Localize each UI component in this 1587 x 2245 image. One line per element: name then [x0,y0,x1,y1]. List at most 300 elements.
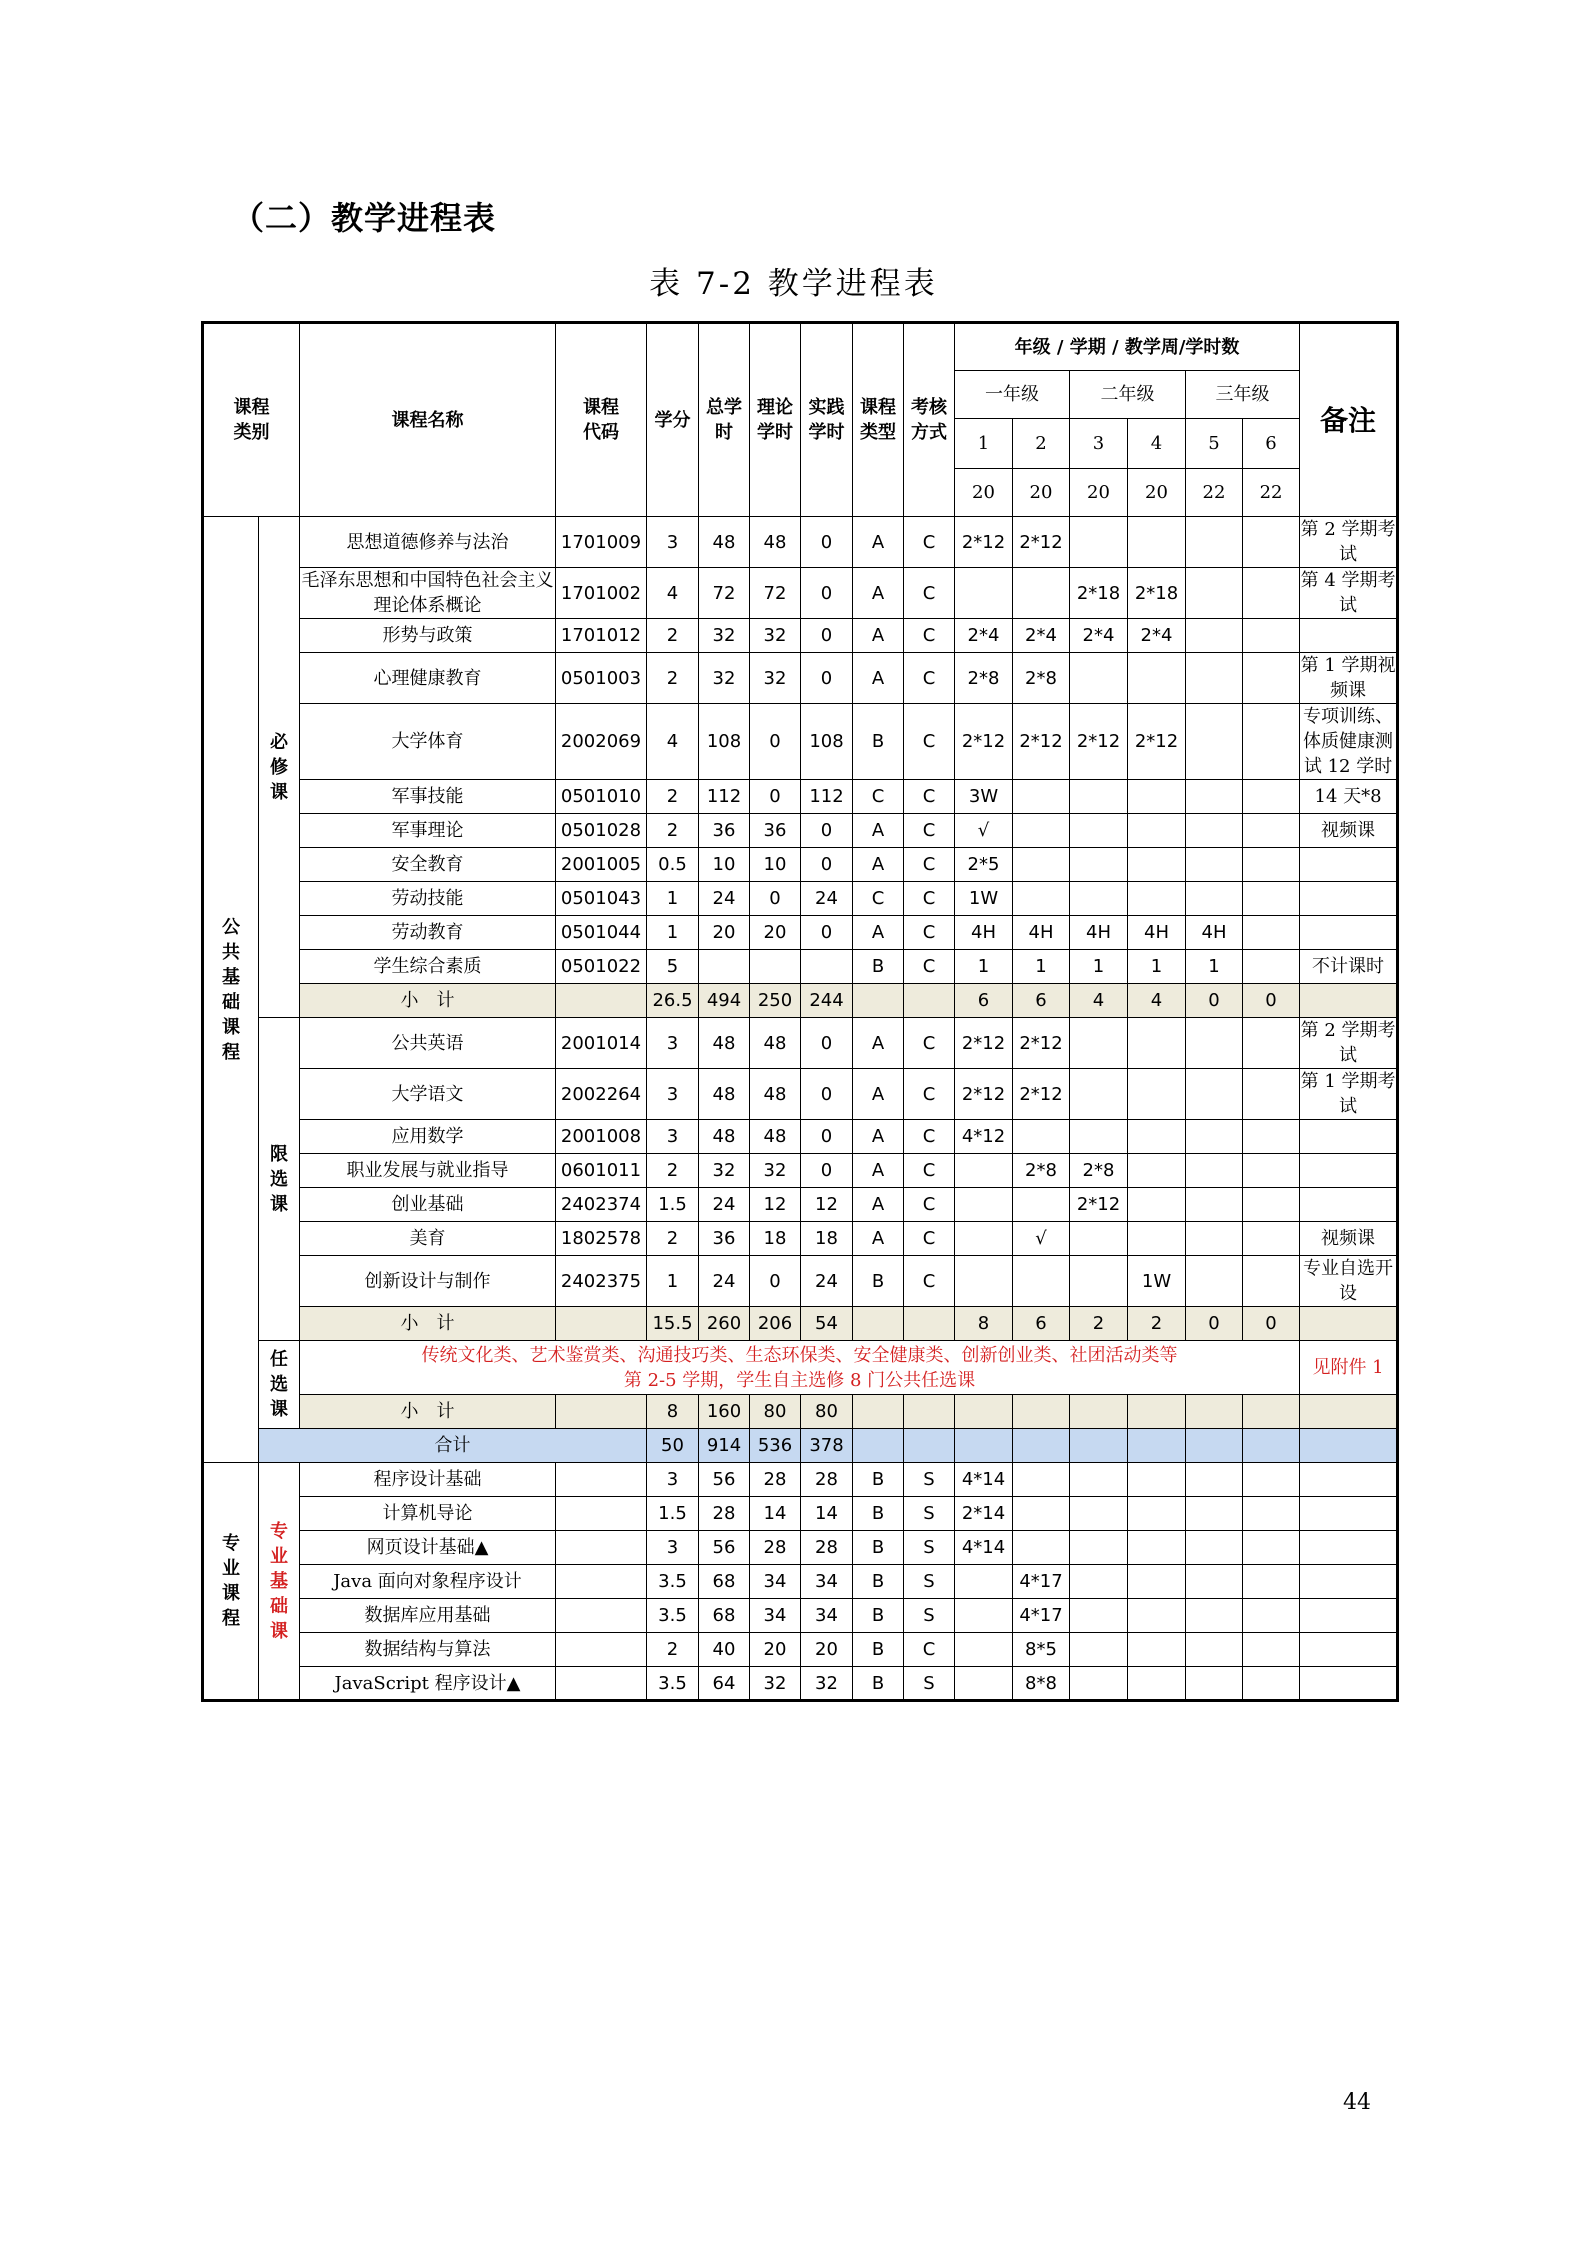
course-total-hours: 20 [699,916,750,950]
course-note [1300,1188,1398,1222]
semester-hours-4: 2*18 [1128,568,1186,619]
subtotal-semester-6: 0 [1243,1307,1300,1341]
semester-hours-4: 1 [1128,950,1186,984]
subtotal-type [853,1307,904,1341]
subtotal-code [556,984,647,1018]
semester-hours-2: 2*8 [1013,1154,1070,1188]
semester-hours-6 [1243,950,1300,984]
semester-hours-1: 1 [955,950,1013,984]
subtotal-label: 小 计 [300,984,556,1018]
semester-hours-1: 2*12 [955,704,1013,780]
subtotal-empty [1186,1395,1243,1429]
subtotal-semester-3: 4 [1070,984,1128,1018]
semester-hours-4 [1128,653,1186,704]
course-code: 0501003 [556,653,647,704]
semester-hours-6 [1243,1599,1300,1633]
course-code: 0501044 [556,916,647,950]
semester-hours-3 [1070,1633,1128,1667]
group-professional-basic: 专业基础课 [259,1463,300,1701]
course-credit: 3.5 [647,1565,699,1599]
semester-hours-6 [1243,704,1300,780]
course-credit: 1 [647,916,699,950]
course-assess: C [904,1633,955,1667]
course-name: Java 面向对象程序设计 [300,1565,556,1599]
group-public-foundation: 公共基础课程 [203,517,259,1463]
semester-hours-4 [1128,1018,1186,1069]
course-code: 2002264 [556,1069,647,1120]
semester-hours-5 [1186,882,1243,916]
course-credit: 3.5 [647,1599,699,1633]
optional-line-2: 第 2-5 学期，学生自主选修 8 门公共任选课 [623,1369,976,1391]
course-theory-hours: 20 [750,916,801,950]
semester-hours-6 [1243,568,1300,619]
total-empty [955,1429,1013,1463]
subtotal-semester-2: 6 [1013,1307,1070,1341]
subtotal-credit: 15.5 [647,1307,699,1341]
course-total-hours: 48 [699,517,750,568]
semester-hours-4 [1128,1222,1186,1256]
semester-hours-5 [1186,568,1243,619]
semester-hours-6 [1243,1531,1300,1565]
course-note [1300,1531,1398,1565]
table-row [203,704,1398,780]
subtotal-semester-5: 0 [1186,984,1243,1018]
course-credit: 3 [647,1069,699,1120]
course-name: 军事技能 [300,780,556,814]
table-row [203,1633,1398,1667]
table-row [203,1069,1398,1120]
subtotal-empty [1070,1395,1128,1429]
course-practice-hours: 0 [801,814,853,848]
subtotal-assess [904,1307,955,1341]
semester-hours-1 [955,1565,1013,1599]
course-type: B [853,950,904,984]
course-name: 网页设计基础▲ [300,1531,556,1565]
course-code [556,1565,647,1599]
semester-hours-2 [1013,1120,1070,1154]
course-practice-hours: 0 [801,916,853,950]
course-type: A [853,1154,904,1188]
course-note: 专项训练、体质健康测试 12 学时 [1300,704,1398,780]
subtotal-empty [904,1395,955,1429]
course-code [556,1633,647,1667]
course-type: A [853,619,904,653]
course-practice-hours [801,950,853,984]
course-assess: C [904,1188,955,1222]
total-row [203,1429,1398,1463]
course-theory-hours: 0 [750,1256,801,1307]
course-name: 劳动技能 [300,882,556,916]
semester-hours-3 [1070,1531,1128,1565]
course-credit: 3 [647,1120,699,1154]
course-theory-hours: 36 [750,814,801,848]
course-name: 公共英语 [300,1018,556,1069]
table-row [203,1599,1398,1633]
optional-note: 见附件 1 [1300,1341,1398,1395]
course-credit: 1.5 [647,1497,699,1531]
table-row [203,882,1398,916]
course-credit: 0.5 [647,848,699,882]
course-credit: 4 [647,704,699,780]
course-theory-hours: 0 [750,704,801,780]
course-note: 第 1 学期考试 [1300,1069,1398,1120]
semester-hours-3: 2*12 [1070,704,1128,780]
course-theory-hours: 34 [750,1599,801,1633]
semester-hours-6 [1243,848,1300,882]
course-total-hours: 32 [699,653,750,704]
subtotal-row [203,984,1398,1018]
course-note [1300,1120,1398,1154]
course-total-hours [699,950,750,984]
course-practice-hours: 34 [801,1565,853,1599]
total-theory-hours: 536 [750,1429,801,1463]
semester-hours-6 [1243,1222,1300,1256]
course-code: 0601011 [556,1154,647,1188]
course-note: 不计课时 [1300,950,1398,984]
semester-hours-2 [1013,1188,1070,1222]
course-assess: C [904,814,955,848]
course-assess: C [904,1069,955,1120]
course-practice-hours: 0 [801,1018,853,1069]
semester-hours-5 [1186,1188,1243,1222]
header-name: 课程名称 [300,323,556,517]
table-row [203,1497,1398,1531]
semester-hours-2 [1013,848,1070,882]
course-assess: C [904,1222,955,1256]
course-assess: C [904,1018,955,1069]
course-type: B [853,704,904,780]
semester-hours-4: 2*4 [1128,619,1186,653]
semester-hours-6 [1243,1018,1300,1069]
semester-hours-3 [1070,1120,1128,1154]
semester-hours-2: 2*12 [1013,517,1070,568]
course-practice-hours: 112 [801,780,853,814]
course-type: A [853,916,904,950]
course-name: 创业基础 [300,1188,556,1222]
table-row [203,814,1398,848]
semester-hours-1: 3W [955,780,1013,814]
table-row [203,1120,1398,1154]
header-year1: 一年级 [955,371,1070,419]
course-theory-hours: 72 [750,568,801,619]
course-assess: C [904,848,955,882]
semester-hours-4 [1128,1463,1186,1497]
semester-hours-2 [1013,568,1070,619]
semester-hours-5 [1186,1069,1243,1120]
course-total-hours: 48 [699,1018,750,1069]
semester-hours-1: √ [955,814,1013,848]
semester-hours-3 [1070,1497,1128,1531]
semester-hours-1 [955,1154,1013,1188]
semester-hours-4 [1128,814,1186,848]
semester-hours-5 [1186,1531,1243,1565]
semester-hours-2: 2*4 [1013,619,1070,653]
semester-hours-5 [1186,1633,1243,1667]
course-total-hours: 56 [699,1531,750,1565]
course-practice-hours: 0 [801,653,853,704]
course-type: A [853,1069,904,1120]
course-practice-hours: 14 [801,1497,853,1531]
course-type: A [853,848,904,882]
course-theory-hours: 0 [750,780,801,814]
course-credit: 2 [647,1633,699,1667]
header-year3: 三年级 [1186,371,1300,419]
course-assess: C [904,916,955,950]
semester-hours-6 [1243,1069,1300,1120]
subtotal-empty [853,1395,904,1429]
course-type: B [853,1633,904,1667]
semester-hours-5 [1186,814,1243,848]
course-credit: 2 [647,1154,699,1188]
course-total-hours: 32 [699,619,750,653]
subtotal-empty [955,1395,1013,1429]
course-code: 1701002 [556,568,647,619]
course-theory-hours: 12 [750,1188,801,1222]
table-row [203,848,1398,882]
course-note: 视频课 [1300,814,1398,848]
semester-hours-5: 1 [1186,950,1243,984]
semester-hours-1 [955,1222,1013,1256]
semester-hours-4 [1128,1599,1186,1633]
subtotal-empty [1243,1395,1300,1429]
course-note [1300,916,1398,950]
course-note: 第 1 学期视频课 [1300,653,1398,704]
course-code: 1802578 [556,1222,647,1256]
semester-hours-1: 2*12 [955,1069,1013,1120]
semester-hours-5 [1186,848,1243,882]
semester-hours-2: 2*12 [1013,704,1070,780]
course-total-hours: 36 [699,814,750,848]
header-semester-3: 3 [1070,419,1128,469]
course-theory-hours: 48 [750,1018,801,1069]
semester-hours-1: 2*14 [955,1497,1013,1531]
semester-hours-2: 2*8 [1013,653,1070,704]
course-practice-hours: 0 [801,1154,853,1188]
subtotal-code [556,1395,647,1429]
header-semester-4: 4 [1128,419,1186,469]
course-note [1300,1599,1398,1633]
course-name: 数据库应用基础 [300,1599,556,1633]
course-assess: S [904,1463,955,1497]
total-practice-hours: 378 [801,1429,853,1463]
course-total-hours: 72 [699,568,750,619]
course-assess: C [904,704,955,780]
course-theory-hours: 48 [750,1120,801,1154]
subtotal-semester-4: 2 [1128,1307,1186,1341]
table-caption: 表 7-2 教学进程表 [649,266,938,302]
semester-hours-1: 1W [955,882,1013,916]
course-total-hours: 24 [699,882,750,916]
course-type: C [853,780,904,814]
course-name: 形势与政策 [300,619,556,653]
course-type: A [853,1188,904,1222]
course-type: A [853,1018,904,1069]
semester-hours-3 [1070,814,1128,848]
course-type: A [853,1120,904,1154]
semester-hours-6 [1243,1154,1300,1188]
subtotal-row [203,1307,1398,1341]
semester-hours-3 [1070,848,1128,882]
semester-hours-4 [1128,1565,1186,1599]
table-row [203,1222,1398,1256]
course-type: A [853,653,904,704]
semester-hours-5 [1186,1667,1243,1701]
course-credit: 2 [647,619,699,653]
course-name: 职业发展与就业指导 [300,1154,556,1188]
semester-hours-3 [1070,1222,1128,1256]
total-empty [904,1429,955,1463]
course-type: A [853,1222,904,1256]
course-credit: 3 [647,517,699,568]
course-practice-hours: 0 [801,1120,853,1154]
course-total-hours: 32 [699,1154,750,1188]
course-practice-hours: 0 [801,517,853,568]
semester-hours-5 [1186,1222,1243,1256]
semester-hours-2: 4*17 [1013,1565,1070,1599]
table-row [203,517,1398,568]
course-code: 0501028 [556,814,647,848]
header-course-type: 课程类型 [853,323,904,517]
semester-hours-3 [1070,1069,1128,1120]
header-code: 课程代码 [556,323,647,517]
course-credit: 2 [647,780,699,814]
semester-hours-3: 4H [1070,916,1128,950]
course-credit: 3 [647,1531,699,1565]
semester-hours-4 [1128,1120,1186,1154]
table-row [203,1018,1398,1069]
semester-hours-3 [1070,653,1128,704]
semester-hours-3 [1070,780,1128,814]
course-total-hours: 36 [699,1222,750,1256]
subtotal-semester-5: 0 [1186,1307,1243,1341]
course-assess: C [904,950,955,984]
course-name: 计算机导论 [300,1497,556,1531]
course-code [556,1531,647,1565]
course-type: B [853,1531,904,1565]
subtotal-semester-2: 6 [1013,984,1070,1018]
semester-hours-3 [1070,1599,1128,1633]
course-note [1300,1463,1398,1497]
semester-hours-1: 4*14 [955,1531,1013,1565]
course-assess: C [904,882,955,916]
subtotal-semester-1: 8 [955,1307,1013,1341]
course-theory-hours: 34 [750,1565,801,1599]
semester-hours-5 [1186,1497,1243,1531]
course-practice-hours: 24 [801,882,853,916]
header-weeks-1: 20 [955,469,1013,517]
course-assess: S [904,1667,955,1701]
semester-hours-4 [1128,1667,1186,1701]
course-code [556,1463,647,1497]
semester-hours-3 [1070,1667,1128,1701]
course-total-hours: 10 [699,848,750,882]
semester-hours-3: 2*12 [1070,1188,1128,1222]
course-credit: 4 [647,568,699,619]
course-code: 0501022 [556,950,647,984]
semester-hours-5 [1186,1599,1243,1633]
course-theory-hours [750,950,801,984]
course-total-hours: 48 [699,1120,750,1154]
semester-hours-1: 2*12 [955,1018,1013,1069]
semester-hours-1: 4*12 [955,1120,1013,1154]
semester-hours-6 [1243,653,1300,704]
semester-hours-4: 2*12 [1128,704,1186,780]
course-credit: 2 [647,653,699,704]
course-note [1300,619,1398,653]
table-row [203,950,1398,984]
subtotal-semester-4: 4 [1128,984,1186,1018]
course-assess: C [904,1154,955,1188]
header-weeks-4: 20 [1128,469,1186,517]
semester-hours-6 [1243,1256,1300,1307]
semester-hours-2: 4H [1013,916,1070,950]
semester-hours-1 [955,1633,1013,1667]
header-semester-5: 5 [1186,419,1243,469]
semester-hours-1: 2*4 [955,619,1013,653]
course-total-hours: 68 [699,1599,750,1633]
group-optional: 任选课 [259,1341,300,1429]
semester-hours-4: 4H [1128,916,1186,950]
header-total-hours: 总学时 [699,323,750,517]
optional-elective-description [300,1341,1300,1395]
header-credit: 学分 [647,323,699,517]
course-note [1300,848,1398,882]
course-theory-hours: 10 [750,848,801,882]
course-type: A [853,517,904,568]
course-code: 1701012 [556,619,647,653]
semester-hours-1 [955,1256,1013,1307]
course-assess: S [904,1497,955,1531]
course-assess: C [904,517,955,568]
course-note: 专业自选开设 [1300,1256,1398,1307]
course-name: 大学语文 [300,1069,556,1120]
total-credit: 50 [647,1429,699,1463]
semester-hours-1: 2*12 [955,517,1013,568]
course-total-hours: 48 [699,1069,750,1120]
course-code: 2402375 [556,1256,647,1307]
subtotal-total-hours: 260 [699,1307,750,1341]
course-theory-hours: 20 [750,1633,801,1667]
course-code: 1701009 [556,517,647,568]
course-note [1300,1565,1398,1599]
course-assess: C [904,653,955,704]
course-credit: 2 [647,814,699,848]
subtotal-theory-hours: 80 [750,1395,801,1429]
semester-hours-3 [1070,1463,1128,1497]
semester-hours-3 [1070,1018,1128,1069]
table-row [203,1667,1398,1701]
course-total-hours: 108 [699,704,750,780]
semester-hours-6 [1243,814,1300,848]
course-code: 0501010 [556,780,647,814]
course-total-hours: 24 [699,1188,750,1222]
table-row [203,568,1398,619]
semester-hours-3: 2*18 [1070,568,1128,619]
course-theory-hours: 48 [750,517,801,568]
subtotal-credit: 8 [647,1395,699,1429]
semester-hours-5 [1186,780,1243,814]
semester-hours-2 [1013,1463,1070,1497]
course-code [556,1497,647,1531]
semester-hours-5 [1186,704,1243,780]
subtotal-empty [1128,1395,1186,1429]
total-empty [853,1429,904,1463]
course-note [1300,1633,1398,1667]
subtotal-credit: 26.5 [647,984,699,1018]
course-credit: 3 [647,1463,699,1497]
page-number: 44 [1343,2090,1371,2115]
course-assess: C [904,568,955,619]
